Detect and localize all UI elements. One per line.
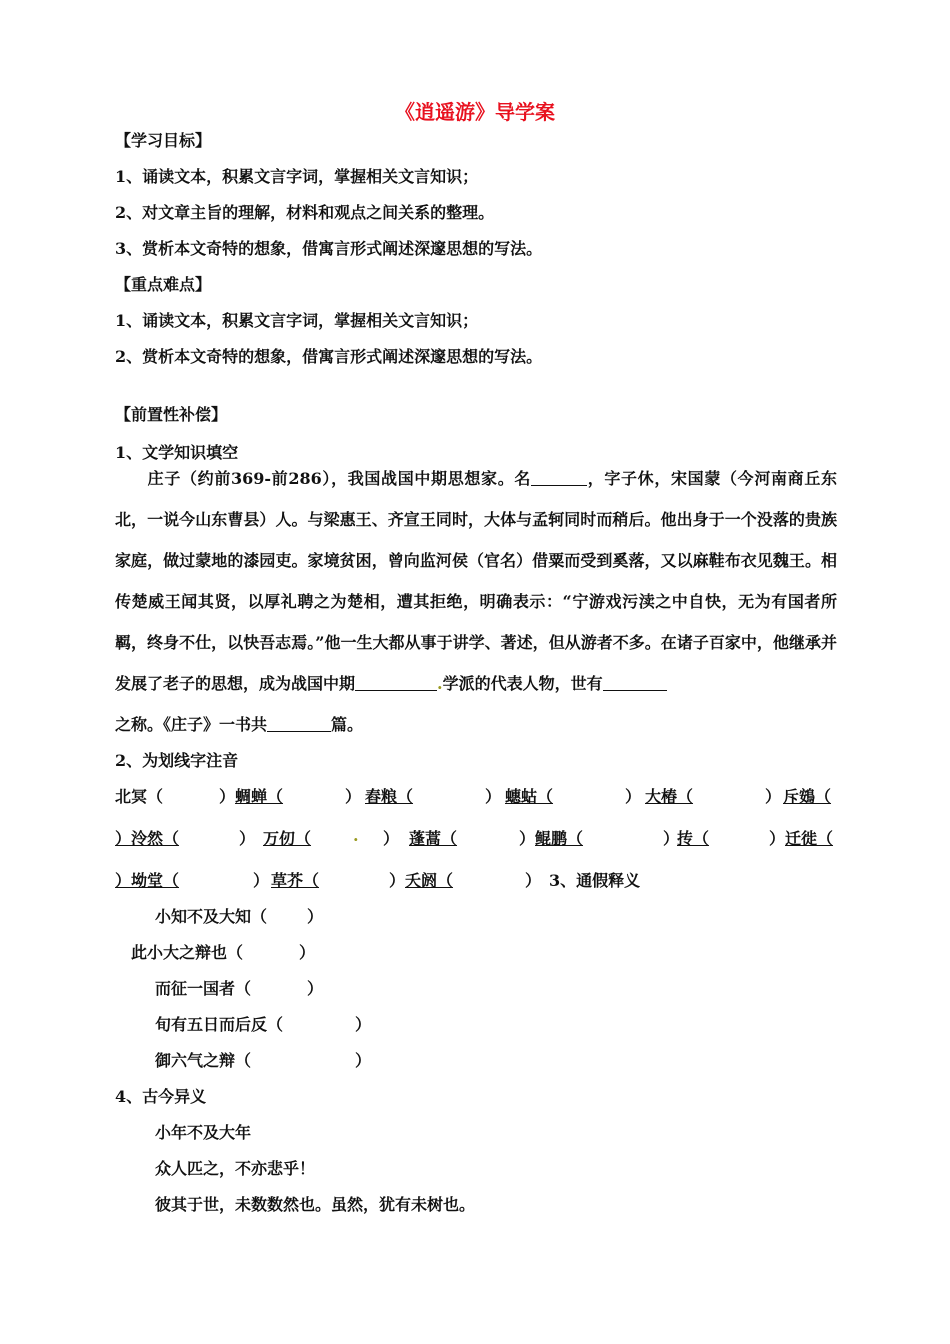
pinyin-close: ） xyxy=(485,787,502,806)
title-blank[interactable] xyxy=(603,674,667,691)
pinyin-close: ） xyxy=(663,829,680,848)
paragraph-text: 庄子（约前369-前286），我国战国中期思想家。名 xyxy=(147,469,532,488)
stray-mark: . xyxy=(437,674,443,693)
paragraph-text: 篇。 xyxy=(331,715,364,734)
pinyin-item: 抟（ xyxy=(677,829,710,848)
pinyin-item: ）坳堂（ xyxy=(115,871,180,890)
pinyin-item: ）泠然（ xyxy=(115,829,180,848)
pinyin-close: ） xyxy=(345,787,362,806)
zhuangzi-paragraph xyxy=(115,458,837,745)
pinyin-item: 蜩蝉（ xyxy=(235,787,284,806)
question-4-title: 4、古今异义 xyxy=(115,1087,207,1106)
pinyin-item: 夭阏（ xyxy=(405,871,454,890)
question-3-title: 3、通假释义 xyxy=(549,871,641,890)
loan-word-item: 御六气之辩（ ） xyxy=(155,1051,372,1070)
ancient-modern-item: 众人匹之，不亦悲乎！ xyxy=(155,1159,316,1178)
paragraph-text: ，字子休，宋国蒙（今河南商丘东北，一说今山东曹县）人。与梁惠王、齐宣王同时，大体与孟轲同时而稍后。他出身于一个没落的贵族家庭，做过蒙地的漆园吏。家境贫困，曾向监河侯（官名）借粟而受到奚落，又以麻鞋布衣见魏王。相传楚威王闻其贤，以厚礼聘之为楚相，遭其拒绝，明确表示：“宁游戏污渎之中自快，无为有国者所羁，终身不仕，以快吾志焉。”他一生大都从事于讲学、著述，但从游者不多。在诸子百家中，他继承并发展了老子的思想，成为战国中期 xyxy=(115,469,837,693)
paragraph-text: 之称。《庄子》一书共 xyxy=(115,715,268,734)
loan-word-item: 旬有五日而后反（ ） xyxy=(155,1015,372,1034)
page-title: 《逍遥游》导学案 xyxy=(395,100,555,124)
pinyin-close: ） xyxy=(525,871,542,890)
loan-word-item: 而征一国者（ ） xyxy=(155,979,324,998)
pinyin-item: 蟪蛄（ xyxy=(505,787,554,806)
pinyin-close: ） xyxy=(765,787,782,806)
objective-item: 3、赏析本文奇特的想象，借寓言形式阐述深邃思想的写法。 xyxy=(115,239,543,258)
pinyin-item: 蓬蒿（ xyxy=(409,829,458,848)
key-point-item: 1、诵读文本，积累文言字词，掌握相关文言知识； xyxy=(115,311,479,330)
objective-item: 1、诵读文本，积累文言字词，掌握相关文言知识； xyxy=(115,167,479,186)
pinyin-close: ） xyxy=(219,787,236,806)
pinyin-item: 万仞（ xyxy=(263,829,312,848)
chapters-blank[interactable] xyxy=(267,715,331,732)
loan-word-item: 小知不及大知（ ） xyxy=(155,907,324,926)
objectives-header: 【学习目标】 xyxy=(115,131,212,150)
loan-word-item: 此小大之辩也（ ） xyxy=(131,943,316,962)
pinyin-close: ） xyxy=(253,871,270,890)
pinyin-close: ） xyxy=(383,829,400,848)
school-blank[interactable] xyxy=(355,674,437,691)
pinyin-close: ） xyxy=(389,871,406,890)
pinyin-item: 斥鴳（ xyxy=(783,787,832,806)
pinyin-item: 迁徙（ xyxy=(785,829,834,848)
pinyin-item: 北冥（ xyxy=(115,787,164,806)
pinyin-item: 大椿（ xyxy=(645,787,694,806)
pinyin-close: ） xyxy=(519,829,536,848)
pinyin-item: 草芥（ xyxy=(271,871,320,890)
question-2-title: 2、为划线字注音 xyxy=(115,751,239,770)
paragraph-text: 学派的代表人物，世有 xyxy=(442,674,603,693)
pinyin-close: ） xyxy=(625,787,642,806)
ancient-modern-item: 小年不及大年 xyxy=(155,1123,252,1142)
pinyin-item: 舂粮（ xyxy=(365,787,414,806)
preview-header: 【前置性补偿】 xyxy=(115,405,228,424)
ancient-modern-item: 彼其于世，未数数然也。虽然，犹有未树也。 xyxy=(155,1195,476,1214)
objective-item: 2、对文章主旨的理解，材料和观点之间关系的整理。 xyxy=(115,203,495,222)
key-points-header: 【重点难点】 xyxy=(115,275,212,294)
question-1-title: 1、文学知识填空 xyxy=(115,443,239,462)
stray-mark: . xyxy=(353,826,359,845)
pinyin-item: 鲲鹏（ xyxy=(535,829,584,848)
pinyin-close: ） xyxy=(769,829,786,848)
pinyin-close: ） xyxy=(239,829,256,848)
name-blank[interactable] xyxy=(531,469,587,486)
key-point-item: 2、赏析本文奇特的想象，借寓言形式阐述深邃思想的写法。 xyxy=(115,347,543,366)
